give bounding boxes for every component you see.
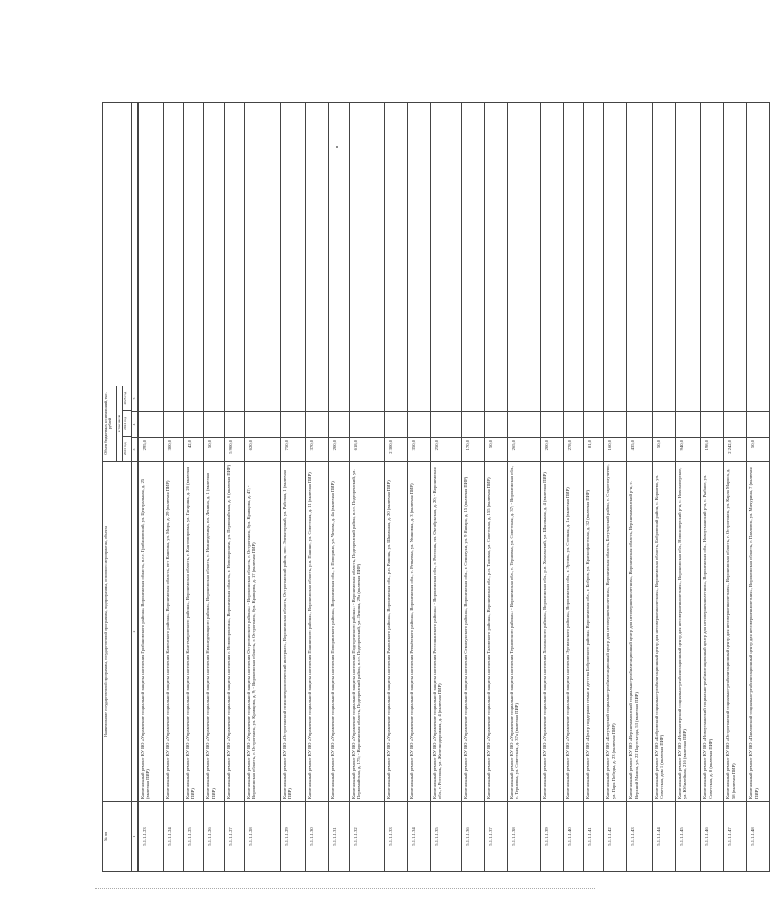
row-value-2023: 618,0 (350, 437, 385, 461)
row-number: 5.1.1.1.42 (604, 801, 626, 871)
row-value-2024 (281, 411, 306, 437)
row-value-2024 (724, 411, 746, 437)
row-value-2025 (584, 386, 603, 411)
row-value-2025 (184, 386, 203, 411)
table-row (747, 102, 770, 872)
row-number: 5.1.1.1.27 (225, 801, 244, 871)
row-name: Капитальный ремонт КУ ВО «Управление социальной защиты населения г. Нововоронежа», Воронежская область, г. Нововоронеж, ул. Первомайская, д. 6 (включая ПИР) (225, 461, 244, 801)
table-row (462, 102, 485, 872)
row-value-2024 (584, 411, 603, 437)
row-name: Капитальный ремонт КУ ВО «Управление социальной защиты населения Хохольского района», Воронежская обл., р.п. Хохольский, ул. Школьная, д. 4 (включая ПИР) (541, 461, 563, 801)
table-row (584, 102, 604, 872)
header-name: Наименование государственной программы, государственной программы, подпрограммы, основного мероприятия, объекта (103, 461, 131, 801)
table-row (184, 102, 204, 872)
row-number: 5.1.1.1.39 (541, 801, 563, 871)
header-volume (103, 386, 131, 461)
row-number: 5.1.1.1.46 (701, 801, 723, 871)
row-number: 5.1.1.1.29 (281, 801, 306, 871)
row-name: Капитальный ремонт КУ ВО «Управление социальной защиты населения Панинского района», Воронежская область, р.п. Панино, ул. Советская, д. 11 (включая ПИР) (306, 461, 328, 801)
row-value-2025 (204, 386, 223, 411)
row-number: 5.1.1.1.30 (306, 801, 328, 871)
row-value-2023: 81,0 (584, 437, 603, 461)
row-name: Капитальный ремонт КУ ВО «Управление социальной защиты населения Эртильского района», Воронежская обл., г. Эртиль, ул. Степная, д. 1а (включая ПИР) (564, 461, 583, 801)
row-value-2025 (245, 386, 280, 411)
column-number: 4 (132, 411, 137, 437)
row-value-2024 (350, 411, 385, 437)
row-value-2025 (676, 386, 701, 411)
row-number: 5.1.1.1.34 (408, 801, 430, 871)
row-name: Капитальный ремонт КУ ВО «Управление социальной защиты населения Грибановского района» Воронежская область, п.г.т. Грибановский, ул. Центральная, д. 25 (включая ПИР) (139, 461, 163, 801)
row-name: Капитальный ремонт КУ ВО «Острогожский психоневрологический интернат», Воронежская область, Острогожский район, пос. Элеваторный, ул. Рабочая, 1 (включая ПИР) (281, 461, 306, 801)
column-number: 2 (132, 461, 137, 801)
table-row (604, 102, 627, 872)
row-value-2025 (139, 386, 163, 411)
row-value-2024 (653, 411, 675, 437)
row-value-2024 (164, 411, 183, 437)
table-row (676, 102, 702, 872)
budget-table (102, 102, 759, 872)
column-number: 3 (132, 437, 137, 461)
row-name: Капитальный ремонт КУ ВО «Новохоперский социально-реабилитационный центр для несовершеннолетних», Воронежская обл., Новохоперский р-н, с. Новохоперское, ул. Юбилейная, 21б (включая ПИР) (676, 461, 701, 801)
row-value-2025 (747, 386, 769, 411)
row-value-2024 (204, 411, 223, 437)
header-sub-label: в том числе (117, 386, 123, 461)
table-row (701, 102, 724, 872)
row-number: 5.1.1.1.33 (385, 801, 407, 871)
row-value-2024 (564, 411, 583, 437)
header-year: 2024 год (123, 410, 131, 435)
row-value-2025 (564, 386, 583, 411)
row-name: Капитальный ремонт КУ ВО «Управление социальной защиты населения Острогожского района»: - Воронежская область, г. Острогожск, бул. Кравцова, д. 47; - Воронежская область, г. Острогожск, ул. Кравцова, д. 9; - Воронежская область, г. Острогожск, бул. Кравцова, д. 17 (включая ПИР) (245, 461, 280, 801)
row-value-2023: 265,0 (508, 437, 540, 461)
row-value-2024 (604, 411, 626, 437)
header-year: 2023 год (123, 436, 131, 461)
row-value-2024 (139, 411, 163, 437)
row-name: Капитальный ремонт КУ ВО «Богучарский социально-реабилитационный центр для несовершеннолетних», Воронежская область, Богучарский район, с. Старотолучеево, ул. Парк Победы, д. 23 (включая ПИР) (604, 461, 626, 801)
header-years (123, 386, 131, 461)
row-number: 5.1.1.1.45 (676, 801, 701, 871)
row-name: Капитальный ремонт КУ ВО «Верхнемамонский социально-реабилитационный центр для несовершеннолетних», Воронежская область, Верхнемамонский р-н, с. Верхний Мамон, ул. 22 Партсъезда, 53 (включая ПИР) (627, 461, 652, 801)
row-number: 5.1.1.1.44 (653, 801, 675, 871)
table-row (281, 102, 307, 872)
row-value-2023: 160,0 (604, 437, 626, 461)
row-value-2025 (653, 386, 675, 411)
row-value-2023: 50,0 (653, 437, 675, 461)
table-header-row (102, 102, 132, 872)
row-number: 5.1.1.1.25 (184, 801, 203, 871)
table-row (564, 102, 584, 872)
row-number: 5.1.1.1.23 (139, 801, 163, 871)
table-row (204, 102, 224, 872)
table-row (485, 102, 508, 872)
row-number: 5.1.1.1.24 (164, 801, 183, 871)
row-value-2025 (462, 386, 484, 411)
row-number: 5.1.1.1.40 (564, 801, 583, 871)
row-value-2023: 295,0 (139, 437, 163, 461)
row-value-2023: 200,0 (541, 437, 563, 461)
row-number: 5.1.1.1.31 (329, 801, 348, 871)
table-row (385, 102, 408, 872)
row-number: 5.1.1.1.38 (508, 801, 540, 871)
row-name: Капитальный ремонт КУ ВО «Управление социальной защиты населения Терновского района»: - Воронежская обл., с. Терновка, ул. Советская, д. 37; - Воронежская обл., с. Терновка, ул. Советская, д. 37а (включая ПИР) (508, 461, 540, 801)
row-name: Капитальный ремонт КУ ВО «Управление социальной защиты населения Каменского района», Воронежская область, пгт Каменка, ул. Мира, д. 29 (включая ПИР) (164, 461, 183, 801)
table-row (541, 102, 564, 872)
row-name: Капитальный ремонт КУ ВО «Центр поддержки семьи и детства Бобровского района» Воронежская обл., г. Бобров, ул. Краснофлотская, д. 32 (включая ПИР) (584, 461, 603, 801)
table-row (245, 102, 281, 872)
row-name: Капитальный ремонт КУ ВО «Острогожский социально-реабилитационный центр для несовершеннолетних», Воронежская область, г. Острогожск, ул. Карла Маркса, д. 58 (включая ПИР) (724, 461, 746, 801)
row-value-2023: 278,0 (564, 437, 583, 461)
row-value-2023: 50,0 (204, 437, 223, 461)
row-value-2023: 940,0 (676, 437, 701, 461)
row-value-2024 (485, 411, 507, 437)
row-value-2024 (245, 411, 280, 437)
row-value-2025 (541, 386, 563, 411)
row-value-2025 (701, 386, 723, 411)
row-value-2025 (225, 386, 244, 411)
row-value-2024 (747, 411, 769, 437)
row-value-2024 (627, 411, 652, 437)
table-body (138, 102, 770, 872)
row-value-2024 (462, 411, 484, 437)
row-value-2023: 50,0 (747, 437, 769, 461)
row-number: 5.1.1.1.32 (350, 801, 385, 871)
row-name: Капитальный ремонт КУ ВО «Управление социальной защиты населения Поворинского района», Воронежская обл., г. Поворино, ул. Чехова, д. 4а (включая ПИР) (329, 461, 348, 801)
table-row (329, 102, 349, 872)
table-row (408, 102, 431, 872)
row-value-2023: 5 900,0 (225, 437, 244, 461)
row-number: 5.1.1.1.37 (485, 801, 507, 871)
row-name: Капитальный ремонт КУ ВО «Управление социальной защиты населения Таловского района», Воронежская обл., р.п. Таловая, ул. Советская, д. 155 (включая ПИР) (485, 461, 507, 801)
row-name: Капитальный ремонт КУ ВО «Управление социальной защиты населения Семилукского района», Воронежская обл., г. Семилуки, ул. 9 Января, д. 15 (включая ПИР) (462, 461, 484, 801)
row-number: 5.1.1.1.43 (627, 801, 652, 871)
row-number: 5.1.1.1.41 (584, 801, 603, 871)
row-value-2024 (676, 411, 701, 437)
row-name: Капитальный ремонт КУ ВО «Управление социальной защиты населения Рамонского района», Воронежская обл., р.п. Рамонь, ул. Школьная, д. 20 (включая ПИР) (385, 461, 407, 801)
row-value-2023: 620,0 (245, 437, 280, 461)
table-row (138, 102, 164, 872)
row-value-2025 (329, 386, 348, 411)
row-value-2023: 435,0 (627, 437, 652, 461)
table-row (306, 102, 329, 872)
row-value-2023: 50,0 (485, 437, 507, 461)
row-value-2023: 198,0 (701, 437, 723, 461)
row-name: Капитальный ремонт КУ ВО «Павловский социально-реабилитационный центр для несовершеннолетних», Воронежская область, г. Павловск, ул. Мичурина, 7 (включая ПИР) (747, 461, 769, 801)
row-number: 5.1.1.1.48 (747, 801, 769, 871)
row-value-2024 (225, 411, 244, 437)
row-value-2025 (604, 386, 626, 411)
row-value-2023: 250,0 (431, 437, 461, 461)
table-row (724, 102, 747, 872)
row-value-2025 (724, 386, 746, 411)
header-year: 2025 год (123, 391, 127, 405)
row-value-2024 (184, 411, 203, 437)
row-value-2023: 42,0 (184, 437, 203, 461)
row-value-2024 (408, 411, 430, 437)
column-number: 5 (132, 397, 136, 400)
row-value-2025 (385, 386, 407, 411)
header-number: № пп (103, 801, 131, 871)
row-value-2025 (281, 386, 306, 411)
row-value-2024 (306, 411, 328, 437)
row-value-2025 (627, 386, 652, 411)
table-row (225, 102, 245, 872)
row-number: 5.1.1.1.36 (462, 801, 484, 871)
row-name: Капитальный ремонт КУ ВО «Управление социальной защиты населения Нижнедевицкого района», Воронежская область, с. Нижнедевицк, пл. Ленина, д. 1 (включая ПИР) (204, 461, 223, 801)
row-value-2023: 750,0 (281, 437, 306, 461)
table-row (164, 102, 184, 872)
row-value-2025 (164, 386, 183, 411)
row-value-2024 (385, 411, 407, 437)
row-name: Капитальный ремонт КУ ВО «Управление социальной защиты населения Россошанского района»: - Воронежская обл., г. Россошь, пл. Октябрьская, д. 20; - Воронежская обл., г. Россошь, ул. Железнодорожная, д. 4 (включая ПИР) (431, 461, 461, 801)
row-number: 5.1.1.1.28 (245, 801, 280, 871)
row-value-2023: 300,0 (164, 437, 183, 461)
table-row (431, 102, 462, 872)
table-row (627, 102, 653, 872)
row-value-2023: 200,0 (329, 437, 348, 461)
row-name: Капитальный ремонт КУ ВО «Управление социальной защиты населения Кантемировского района», Воронежская область, г. Кантемировка, ул. Гагарина, д. 2б (включая ПИР) (184, 461, 203, 801)
header-volume-label: Объем бюджетных ассигнований, тыс. рублей (103, 386, 117, 461)
row-value-2023: 2 242,0 (724, 437, 746, 461)
row-name: Капитальный ремонт КУ ВО «Управление социальной защиты населения Подгоренского района»: - Воронежская область, Подгоренский район, п.г.т. Подгоренский, ул. Первомайская, д. 175; - Воронежская область, Подгоренский район, п.г.т. Подгоренский, ул. Ленина, 29а (включая ПИР) (350, 461, 385, 801)
table-row (653, 102, 676, 872)
row-number: 5.1.1.1.35 (431, 801, 461, 871)
row-number: 5.1.1.1.47 (724, 801, 746, 871)
row-value-2025 (508, 386, 540, 411)
row-value-2025 (485, 386, 507, 411)
row-value-2024 (701, 411, 723, 437)
row-name: Капитальный ремонт КУ ВО «Бобровский социально-реабилитационный центр для несовершеннолетних», Воронежская область, Бобровский район, с. Коршево, ул. Советская, дом 1 (включая ПИР) (653, 461, 675, 801)
row-value-2023: 350,0 (408, 437, 430, 461)
row-value-2023: 170,0 (462, 437, 484, 461)
row-value-2024 (541, 411, 563, 437)
row-name: Капитальный ремонт КУ ВО «Управление социальной защиты населения Репьёвского района», Воронежская обл., с. Репьевка, ул. Увиновна, д. 3 (включая ПИР) (408, 461, 430, 801)
row-value-2024 (431, 411, 461, 437)
row-number: 5.1.1.1.26 (204, 801, 223, 871)
table-row (508, 102, 541, 872)
row-value-2023: 370,0 (306, 437, 328, 461)
column-number: 1 (132, 801, 137, 871)
row-value-2023: 2 300,0 (385, 437, 407, 461)
row-value-2024 (329, 411, 348, 437)
row-value-2025 (431, 386, 461, 411)
page-edge-line (95, 888, 595, 889)
table-row (350, 102, 386, 872)
row-name: Капитальный ремонт КУ ВО «Новоусманский социально-реабилитационный центр для несовершеннолетних», Воронежская обл., Новоусманский р-н, с. Рыбное, ул. Советская, д. 8 (включая ПИР) (701, 461, 723, 801)
row-value-2025 (350, 386, 385, 411)
row-value-2025 (306, 386, 328, 411)
row-value-2025 (408, 386, 430, 411)
row-value-2024 (508, 411, 540, 437)
